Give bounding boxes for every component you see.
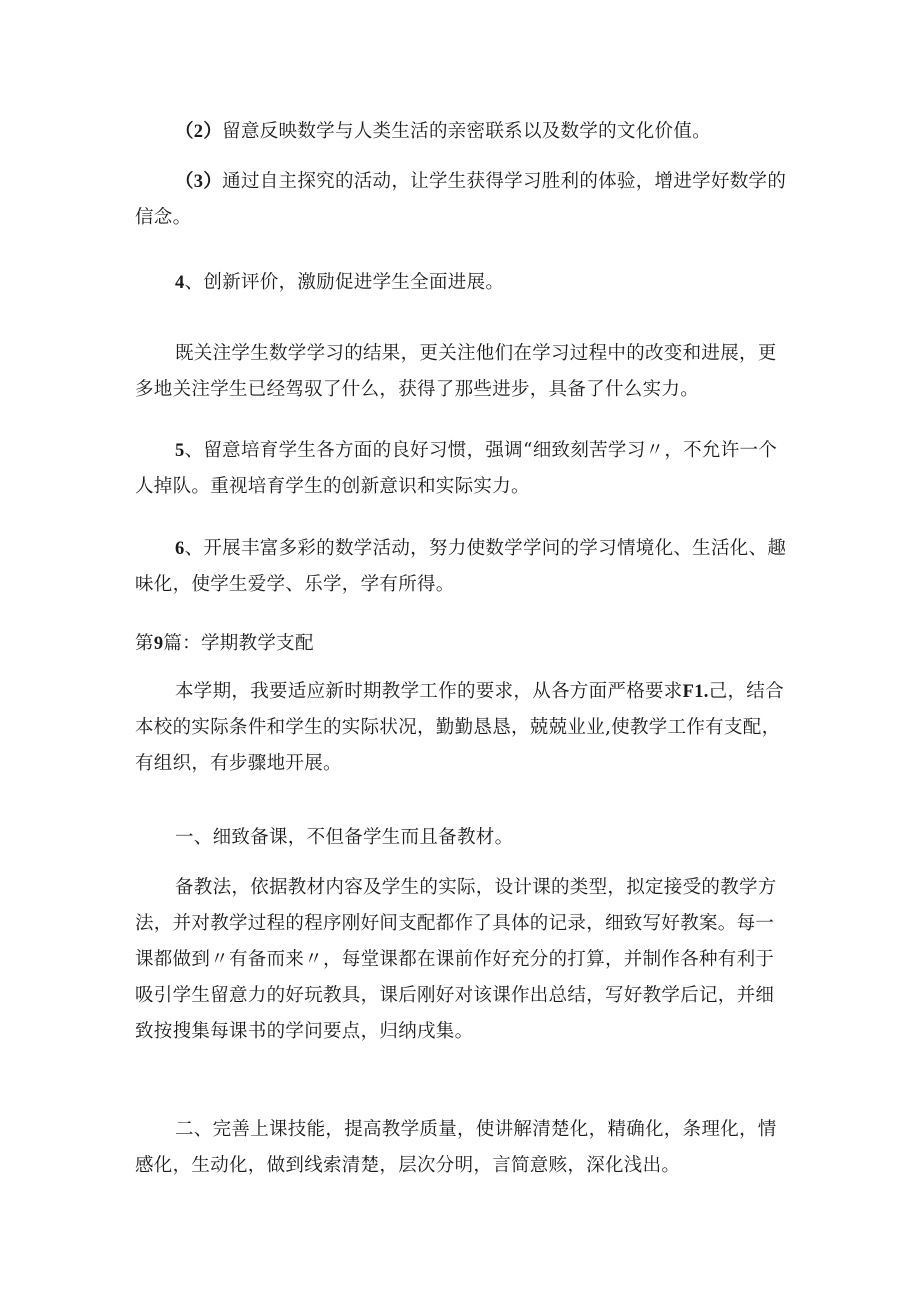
point-5-text: 、留意培育学生各方面的良好习惯，强调“细致刻苦学习〃，不允许一个人掉队。重视培育学生的创新意识和实际实力。	[135, 440, 778, 497]
point-4	[135, 265, 789, 301]
intro-bold: F1.	[682, 682, 709, 702]
item-3-text: 通过自主探究的活动，让学生获得学习胜利的体验，增进学好数学的信念。	[135, 171, 787, 228]
point-5	[135, 433, 789, 505]
intro-before: 本学期，我要适应新时期教学工作的要求，从各方面严格要求	[175, 681, 683, 702]
point-6-text: 、开展丰富多彩的数学活动，努力使数学学问的学习情境化、生活化、趣味化，使学生爱学、乐学，学有所得。	[135, 538, 787, 595]
intro-paragraph	[135, 674, 789, 782]
point-4-body-text: 既关注学生数学学习的结果，更关注他们在学习过程中的改变和进展，更多地关注学生已经驾驭了什么，获得了那些进步，具备了什么实力。	[135, 343, 777, 400]
point-4-body	[135, 336, 789, 408]
section-heading-prefix: 第	[135, 633, 154, 654]
intro-after: 己，结合本校的实际条件和学生的实际状况，勤勤恳恳，兢兢业业,使教学工作有支配，有组织，有步骤地开展。	[135, 681, 784, 774]
point-6	[135, 531, 789, 603]
point-two-text: 二、完善上课技能，提高教学质量，使讲解清楚化，精确化，条理化，情感化，生动化，做到线索清楚，层次分明，言简意赅，深化浅出。	[135, 1119, 777, 1176]
point-one-text: 一、细致备课，不但备学生而且备教材。	[175, 827, 514, 848]
item-2	[135, 114, 789, 150]
point-two	[135, 1112, 789, 1184]
item-2-text: 留意反映数学与人类生活的亲密联系以及数学的文化价值。	[222, 121, 711, 142]
item-3-number: （3）	[175, 172, 223, 192]
point-one-body-text: 备教法，依据教材内容及学生的实际，设计课的类型，拟定接受的教学方法，并对教学过程的程序刚好间支配都作了具体的记录，细致写好教案。每一课都做到〃有备而来〃，每堂课都在课前作好充分的打算，并制作各种有利于吸引学生留意力的好玩教具，课后刚好对该课作出总结，写好教学后记，并细致按搜集每课书的学问要点，归纳戌集。	[135, 877, 777, 1042]
point-one-heading	[135, 820, 789, 856]
point-6-number: 6	[175, 539, 185, 559]
point-5-number: 5	[175, 441, 185, 461]
point-4-number: 4	[175, 273, 185, 293]
item-2-number: （2）	[175, 122, 223, 142]
section-heading-number: 9	[153, 634, 164, 654]
section-heading	[135, 626, 789, 662]
point-4-text: 、创新评价，激励促进学生全面进展。	[184, 272, 505, 293]
point-one-body	[135, 870, 789, 1050]
item-3	[135, 164, 789, 236]
section-heading-suffix: 篇：学期教学支配	[163, 633, 314, 654]
